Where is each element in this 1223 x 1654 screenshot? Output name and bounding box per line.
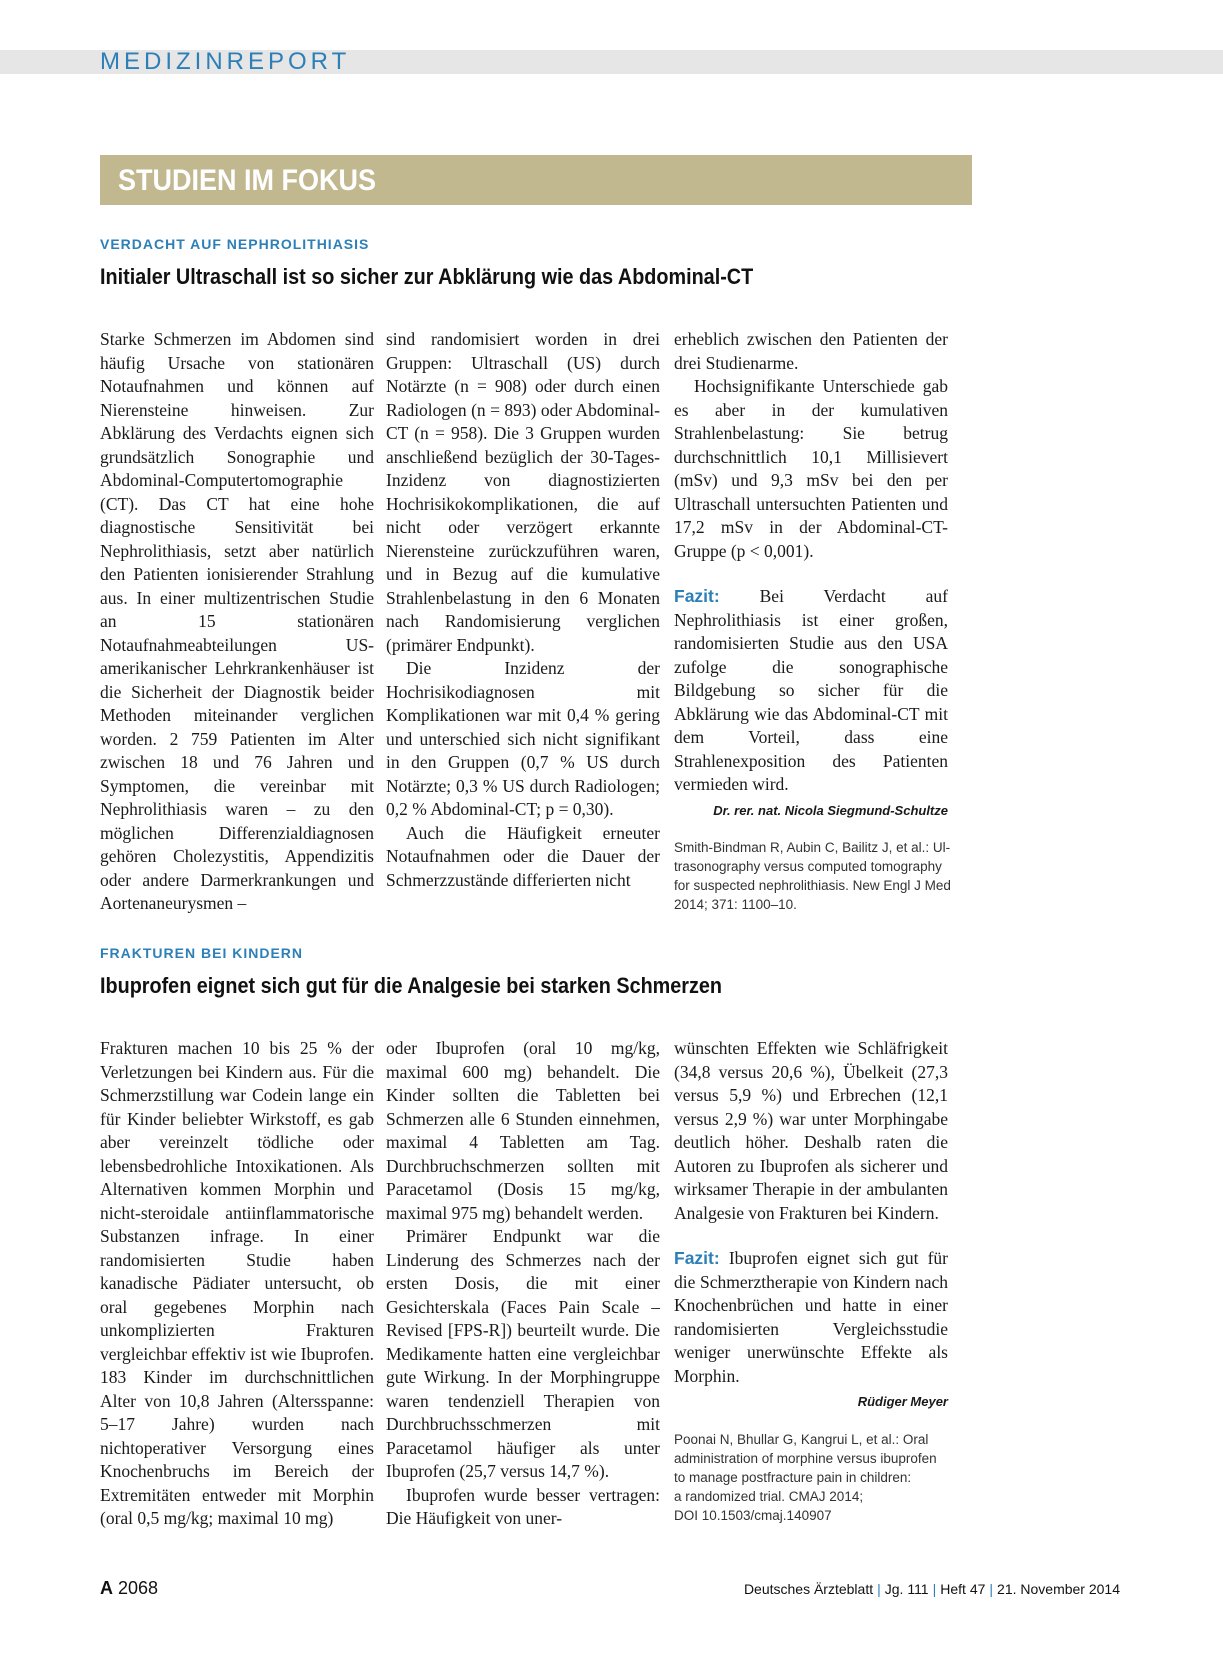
article-1-headline: Initialer Ultraschall ist so sicher zur Abklärung wie das Abdominal-CT [100,264,754,289]
reference [674,838,951,914]
reference-line: a randomized trial. CMAJ 2014; [674,1488,864,1504]
banner-title: STUDIEN IM FOKUS [118,164,377,197]
fazit-text: Ibuprofen eignet sich gut für die Schmerztherapie von Kindern nach Knochenbrüchen und hatte in einer randomisierten Vergleichsstudie weniger unerwünschte Effekte als Morphin. [674,1248,949,1386]
page-number-value: 2068 [118,1578,159,1598]
reference-line: Smith-Bindman R, Aubin C, Bailitz J, et al.: Ul- [674,840,951,855]
article-2-kicker: FRAKTUREN BEI KINDERN [100,945,303,961]
paragraph: erheblich zwischen den Patienten der drei Studienarme. [674,329,948,373]
reference-line: DOI 10.1503/cmaj.140907 [674,1507,832,1523]
reference [674,1430,948,1525]
page-prefix: A [100,1578,113,1598]
separator: | [877,1581,881,1597]
journal-footer [744,1581,1120,1597]
reference-line: administration of morphine versus ibuprofen [674,1450,937,1466]
fazit-paragraph [674,585,948,797]
fazit-paragraph [674,1247,948,1388]
paragraph: Ibuprofen wurde besser vertragen: Die Häufigkeit von uner- [386,1484,660,1528]
paragraph: wünschten Effekten wie Schläfrigkeit (34,8 versus 20,6 %), Übelkeit (27,3 versus 5,9 %) und Erbrechen (12,1 versus 2,9 %) war unter Morphingabe deutlich höher. Deshalb raten die Autoren zu Ibuprofen als sicherer und wirksamer Therapie in der ambulanten Analgesie von Frakturen bei Kindern. [674,1038,948,1223]
fazit-text: Bei Verdacht auf Nephrolithiasis ist einer großen, randomisierten Studie aus den USA zufolge die sonographische Bildgebung so sicher für die Abklärung wie das Abdominal-CT mit dem Vorteil, dass eine Strahlenexposition des Patienten vermieden wird. [674,586,948,794]
journal-date: 21. November 2014 [997,1581,1120,1597]
paragraph: Die Inzidenz der Hochrisikodiagnosen mit Komplikationen war mit 0,4 % gering und unterschied sich nicht signifikant in den Gruppen (0,7 % US durch Notärzte; 0,3 % US durch Radiologen; 0,2 % Abdominal-CT; p = 0,30). [386,658,660,819]
reference-line: trasonography versus computed tomography [674,859,942,874]
page-number [100,1578,158,1599]
author: Dr. rer. nat. Nicola Siegmund-Schultze [713,802,948,818]
paragraph: sind randomisiert worden in drei Gruppen: Ultraschall (US) durch Notärzte (n = 908) oder durch einen Radiologen (n = 893) oder Abdominal-CT (n = 958). Die 3 Gruppen wurden anschließend bezüglich der 30-Tages-Inzidenz von diagnostizierten Hochrisikokomplikationen, die auf nicht oder verzögert erkannte Nierensteine zurückzuführen waren, und in Bezug auf die kumulative Strahlenbelastung in den 6 Monaten nach Randomisierung verglichen (primärer Endpunkt). [386,329,660,655]
paragraph: oder Ibuprofen (oral 10 mg/kg, maximal 600 mg) behandelt. Die Kinder sollten die Tabletten bei Schmerzen alle 6 Stunden einnehmen, maximal 4 Tabletten am Tag. Durchbruchschmerzen sollten mit Paracetamol (Dosis 15 mg/kg, maximal 975 mg) behandelt werden. [386,1038,660,1223]
fazit-label: Fazit: [674,1248,720,1268]
reference-line: to manage postfracture pain in children: [674,1469,912,1485]
section-banner [100,155,972,205]
paragraph: Frakturen machen 10 bis 25 % der Verletzungen bei Kindern aus. Für die Schmerzstillung war Codein lange ein für Kinder beliebter Wirkstoff, es gab aber vereinzelt tödliche oder lebensbedrohliche Intoxikationen. Als Alternativen kommen Morphin und nicht-steroidale antiinflammatorische Substanzen infrage. In einer randomisierten Studie haben kanadische Pädiater untersucht, ob oral gegebenes Morphin nach unkomplizierten Frakturen vergleichbar effektiv ist wie Ibuprofen. 183 Kinder im durchschnittlichen Alter von 10,8 Jahren (Altersspanne: 5–17 Jahre) wurden nach nichtoperativer Versorgung eines Knochenbruchs im Bereich der Extremitäten entweder mit Morphin (oral 0,5 mg/kg; maximal 10 mg) [100,1038,374,1528]
article-2-headline: Ibuprofen eignet sich gut für die Analgesie bei starken Schmerzen [100,973,722,998]
paragraph: Auch die Häufigkeit erneuter Notaufnahmen oder die Dauer der Schmerzzustände differierten nicht [386,822,660,890]
article-1-column-1 [100,328,374,916]
journal-volume: Jg. 111 [884,1581,929,1597]
journal-issue: Heft 47 [940,1581,986,1597]
author: Rüdiger Meyer [857,1394,948,1409]
paragraph: Hochsignifikante Unterschiede gab es aber in der kumulativen Strahlenbelastung: Sie betrug durchschnittlich 10,1 Millisievert (mSv) und 9,3 mSv bei den per Ultraschall untersuchten Patienten und 17,2 mSv in der Abdominal-CT-Gruppe (p < 0,001). [674,376,948,561]
article-1-kicker: VERDACHT AUF NEPHROLITHIASIS [100,236,370,252]
reference-line: Poonai N, Bhullar G, Kangrui L, et al.: Oral [674,1431,929,1447]
section-rubric: MEDIZINREPORT [100,48,351,75]
journal-name: Deutsches Ärzteblatt [743,1581,874,1597]
reference-line: for suspected nephrolithiasis. New Engl J Med [674,878,951,893]
article-2-column-3 [674,1037,948,1525]
article-2-column-2 [386,1037,660,1531]
article-1-column-3 [674,328,951,914]
article-2-column-1 [100,1037,374,1531]
reference-line: 2014; 371: 1100–10. [674,897,797,912]
separator: | [989,1581,994,1597]
paragraph: Primärer Endpunkt war die Linderung des Schmerzes nach der ersten Dosis, die mit einer Gesichterskala (Faces Pain Scale – Revised [FPS-R]) beurteilt wurde. Die Medikamente hatten eine vergleichbar gute Wirkung. In der Morphingruppe waren tendenziell Therapien von Durchbruchsschmerzen mit Paracetamol häufiger als unter Ibuprofen (25,7 versus 14,7 %). [386,1226,660,1481]
separator: | [932,1581,937,1597]
article-1-column-2 [386,328,660,892]
paragraph: Starke Schmerzen im Abdomen sind häufig Ursache von stationären Notaufnahmen und können auf Nierensteine hinweisen. Zur Abklärung des Verdachts eignen sich grundsätzlich Sonographie und Abdominal-Computertomographie (CT). Das CT hat eine hohe diagnostische Sensitivität bei Nephrolithiasis, setzt aber natürlich den Patienten ionisierender Strahlung aus. In einer multizentrischen Studie an 15 stationären Notaufnahmeabteilungen US-amerikanischer Lehrkrankenhäuser ist die Sicherheit der Diagnostik beider Methoden miteinander verglichen worden. 2 759 Patienten im Alter zwischen 18 und 76 Jahren und Symptomen, die vereinbar mit Nephrolithiasis waren – zu den möglichen Differenzialdiagnosen gehören Cholezystitis, Appendizitis oder andere Darmerkrankungen und Aortenaneurysmen – [100,329,374,913]
fazit-label: Fazit: [674,586,720,606]
